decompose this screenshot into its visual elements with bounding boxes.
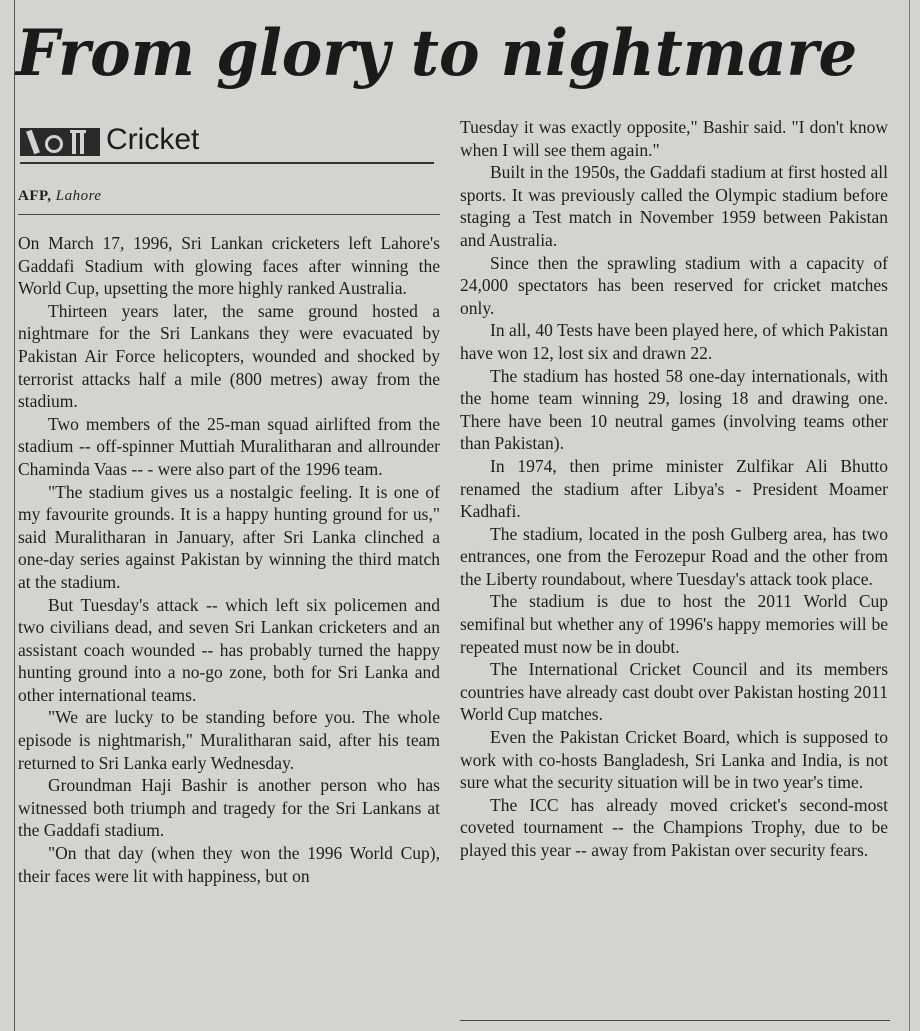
paragraph: "On that day (when they won the 1996 World Cup), their faces were lit with happiness, but on <box>18 843 440 886</box>
paragraph: "We are lucky to be standing before you. The whole episode is nightmarish," Muralitharan said, after his team returned to Sri Lanka early Wednesday. <box>18 707 440 773</box>
paragraph: In 1974, then prime minister Zulfikar Ali Bhutto renamed the stadium after Libya's - President Moamer Kadhafi. <box>460 455 888 522</box>
section-label: Cricket <box>106 123 200 156</box>
byline-agency: AFP, <box>18 188 52 204</box>
paragraph: Thirteen years later, the same ground hosted a nightmare for the Sri Lankans they were evacuated by Pakistan Air Force helicopters, wounded and shocked by terrorist attacks half a mile (800 metres) away from the stadium. <box>18 300 440 412</box>
byline <box>18 188 102 205</box>
paragraph: Groundman Haji Bashir is another person who has witnessed both triumph and tragedy for the Sri Lankans at the Gaddafi stadium. <box>18 775 440 841</box>
paragraph: Built in the 1950s, the Gaddafi stadium at first hosted all sports. It was previously called the Olympic stadium before staging a Test match in November 1959 between Pakistan and Australia. <box>460 162 888 250</box>
paragraph: The International Cricket Council and its members countries have already cast doubt over Pakistan hosting 2011 World Cup matches. <box>460 659 888 725</box>
paragraph: The ICC has already moved cricket's second-most coveted tournament -- the Champions Trophy, due to be played this year -- away from Pakistan over security fears. <box>460 794 888 860</box>
paragraph: The stadium has hosted 58 one-day internationals, with the home team winning 29, losing 18 and drawing one. There have been 10 neutral games (involving teams other than Pakistan). <box>460 365 888 454</box>
paragraph: In all, 40 Tests have been played here, of which Pakistan have won 12, lost six and drawn 22. <box>460 320 888 363</box>
paragraph: Since then the sprawling stadium with a capacity of 24,000 spectators has been reserved for cricket matches only. <box>460 252 888 318</box>
paragraph: Two members of the 25-man squad airlifted from the stadium -- off-spinner Muttiah Muralitharan and allrounder Chaminda Vaas -- - were also part of the 1996 team. <box>18 413 440 479</box>
paragraph: On March 17, 1996, Sri Lankan cricketers left Lahore's Gaddafi Stadium with glowing faces after winning the World Cup, upsetting the more highly ranked Australia. <box>18 233 440 299</box>
paragraph: "The stadium gives us a nostalgic feeling. It is one of my favourite grounds. It is a happy hunting ground for us," said Muralitharan in January, after Sri Lanka clinched a one-day series against Pakistan by winning the third match at the stadium. <box>18 481 440 592</box>
page-border-left <box>14 0 15 1031</box>
byline-divider <box>18 214 440 215</box>
byline-place: Lahore <box>55 188 102 204</box>
paragraph: Even the Pakistan Cricket Board, which is supposed to work with co-hosts Bangladesh, Sri Lanka and India, is not sure what the security situation will be in two year's time. <box>460 727 888 793</box>
paragraph: The stadium is due to host the 2011 World Cup semifinal but whether any of 1996's happy memories will be repeated must now be in doubt. <box>460 591 888 657</box>
paragraph: Tuesday it was exactly opposite," Bashir said. "I don't know when I will see them again." <box>460 117 888 160</box>
section-header <box>20 118 434 164</box>
cricket-bat-ball-icon <box>20 124 100 158</box>
headline: From glory to nightmare <box>16 16 858 91</box>
article-column-left <box>18 232 440 887</box>
article-column-right <box>460 116 888 862</box>
page-border-right <box>909 0 910 1031</box>
paragraph: But Tuesday's attack -- which left six policemen and two civilians dead, and seven Sri Lankan cricketers and an assistant coach wounded -- has probably turned the happy hunting ground into a no-go zone, both for Sri Lanka and other international teams. <box>18 594 440 705</box>
bottom-rule <box>460 1020 890 1021</box>
paragraph: The stadium, located in the posh Gulberg area, has two entrances, one from the Ferozepur Road and the other from the Liberty roundabout, where Tuesday's attack took place. <box>460 523 888 589</box>
